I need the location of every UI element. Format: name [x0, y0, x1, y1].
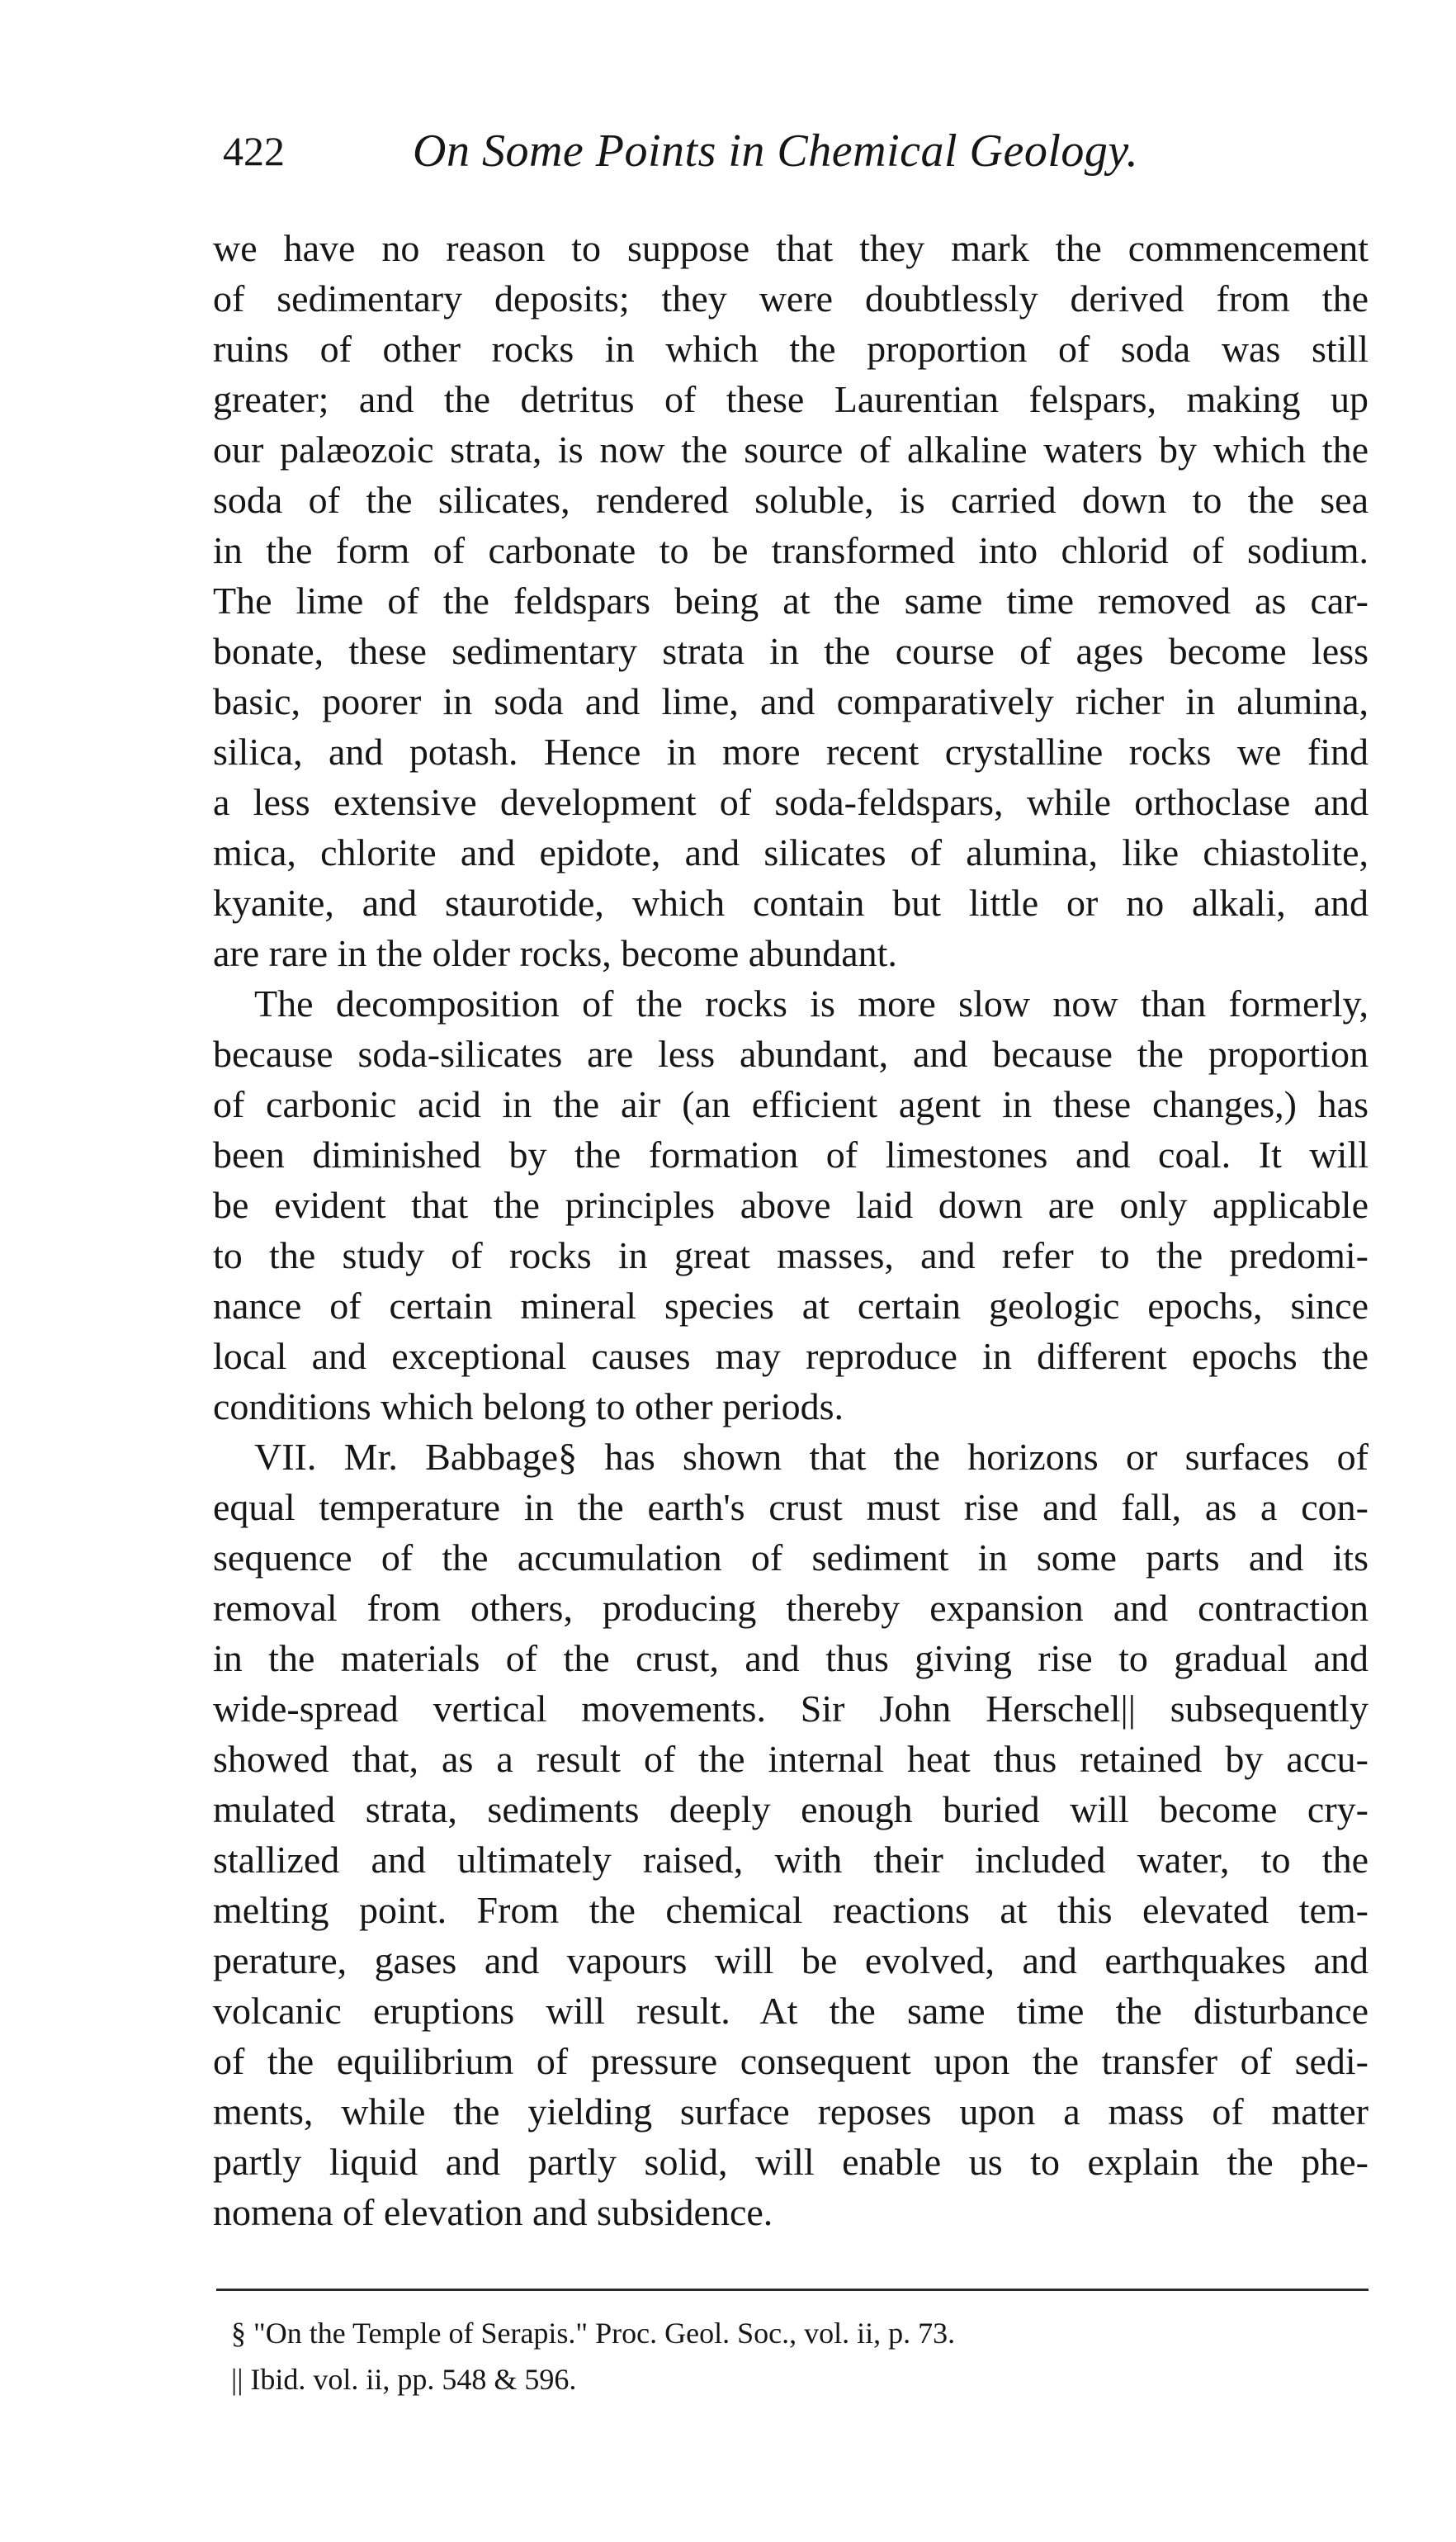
text-line: to the study of rocks in great masses, and refer to the predomi- — [213, 1234, 1369, 1276]
body-text — [213, 223, 1369, 2237]
paragraph-3 — [213, 1432, 1369, 2237]
text-line: showed that, as a result of the internal heat thus retained by accu- — [213, 1738, 1369, 1780]
text-line: removal from others, producing thereby expansion and contraction — [213, 1587, 1369, 1629]
text-line: ruins of other rocks in which the proportion of soda was still — [213, 328, 1369, 370]
text-line: perature, gases and vapours will be evolved, and earthquakes and — [213, 1939, 1369, 1981]
text-line: in the materials of the crust, and thus giving rise to gradual and — [213, 1637, 1369, 1679]
text-line: sequence of the accumulation of sediment in some parts and its — [213, 1536, 1369, 1579]
text-line: partly liquid and partly solid, will enable us to explain the phe- — [213, 2141, 1369, 2183]
text-line: silica, and potash. Hence in more recent crystalline rocks we find — [213, 731, 1369, 773]
text-line: The decomposition of the rocks is more slow now than formerly, — [254, 982, 1369, 1025]
text-line: mica, chlorite and epidote, and silicates of alumina, like chiastolite, — [213, 831, 1369, 873]
text-line: kyanite, and staurotide, which contain but little or no alkali, and — [213, 882, 1369, 924]
text-line: stallized and ultimately raised, with their included water, to the — [213, 1839, 1369, 1881]
text-line: nance of certain mineral species at certain geologic epochs, since — [213, 1285, 1369, 1327]
text-line: because soda-silicates are less abundant, and because the proportion — [213, 1033, 1369, 1075]
footnotes — [231, 2310, 1370, 2402]
text-line: of sedimentary deposits; they were doubtlessly derived from the — [213, 277, 1369, 320]
footnote-ibid: || Ibid. vol. ii, pp. 548 & 596. — [231, 2363, 577, 2396]
text-line: of the equilibrium of pressure consequent upon the transfer of sedi- — [213, 2040, 1369, 2082]
running-title: On Some Points in Chemical Geology. — [413, 125, 1139, 177]
text-line: basic, poorer in soda and lime, and comparatively richer in alumina, — [213, 680, 1369, 722]
text-line: soda of the silicates, rendered soluble, is carried down to the sea — [213, 479, 1369, 521]
text-line: equal temperature in the earth's crust must rise and fall, as a con- — [213, 1486, 1369, 1528]
text-line: volcanic eruptions will result. At the same time the disturbance — [213, 1990, 1369, 2032]
text-line: wide-spread vertical movements. Sir John Herschel|| subsequently — [213, 1688, 1369, 1730]
text-line: conditions which belong to other periods. — [213, 1385, 844, 1427]
text-line: VII. Mr. Babbage§ has shown that the horizons or surfaces of — [254, 1436, 1369, 1478]
text-line: of carbonic acid in the air (an efficient agent in these changes,) has — [213, 1083, 1369, 1125]
text-line: our palæozoic strata, is now the source of alkaline waters by which the — [213, 428, 1369, 471]
footnote-serapis: § "On the Temple of Serapis." Proc. Geol. Soc., vol. ii, p. 73. — [231, 2317, 956, 2350]
page-number: 422 — [223, 128, 285, 174]
footnote-rule — [216, 2289, 1369, 2291]
paragraph-2 — [213, 978, 1369, 1432]
text-line: ments, while the yielding surface reposes upon a mass of matter — [213, 2090, 1369, 2133]
text-line: be evident that the principles above laid down are only applicable — [213, 1184, 1369, 1226]
text-line: in the form of carbonate to be transformed into chlorid of sodium. — [213, 529, 1369, 571]
text-line: mulated strata, sediments deeply enough buried will become cry- — [213, 1788, 1369, 1830]
paragraph-1 — [213, 223, 1369, 978]
text-line: been diminished by the formation of limestones and coal. It will — [213, 1134, 1369, 1176]
running-head — [223, 122, 1370, 188]
paragraph-container — [213, 223, 1369, 2237]
text-line: nomena of elevation and subsidence. — [213, 2191, 773, 2233]
text-line: are rare in the older rocks, become abundant. — [213, 932, 897, 974]
text-line: greater; and the detritus of these Laurentian felspars, making up — [213, 378, 1369, 420]
text-line: bonate, these sedimentary strata in the course of ages become less — [213, 630, 1369, 672]
text-line: melting point. From the chemical reactions at this elevated tem- — [213, 1889, 1369, 1931]
text-line: The lime of the feldspars being at the same time removed as car- — [213, 580, 1369, 622]
text-line: we have no reason to suppose that they mark the commencement — [213, 227, 1369, 269]
text-line: a less extensive development of soda-feldspars, while orthoclase and — [213, 781, 1369, 823]
text-line: local and exceptional causes may reproduce in different epochs the — [213, 1335, 1369, 1377]
